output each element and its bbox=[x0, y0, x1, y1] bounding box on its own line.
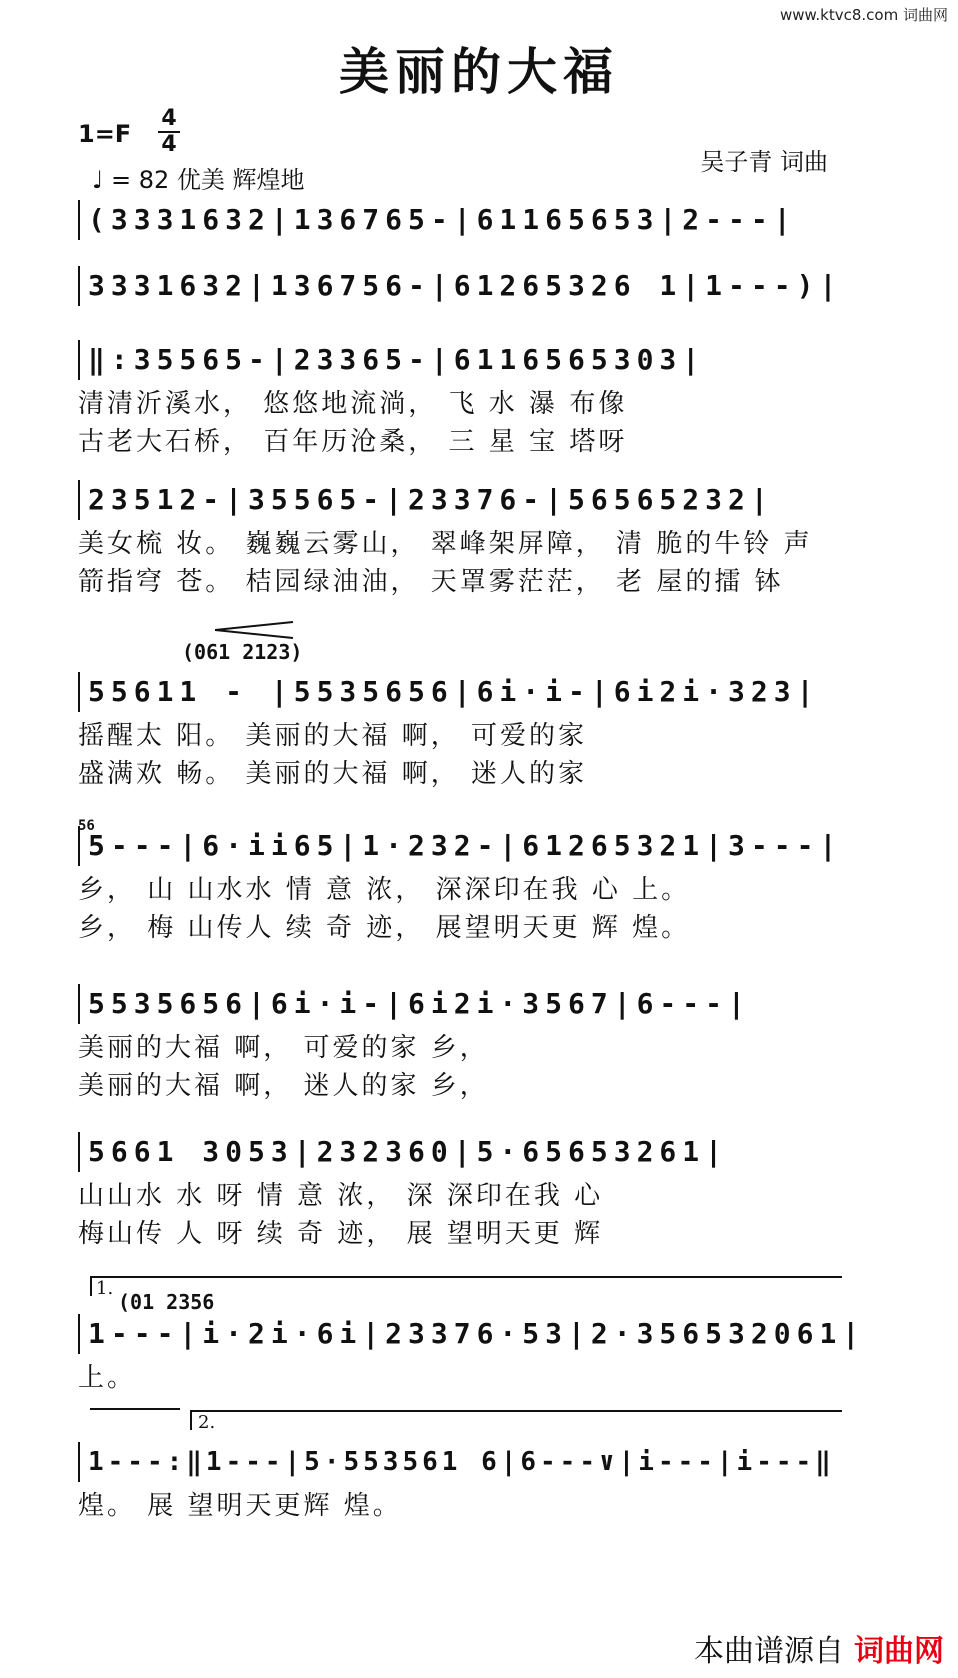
time-signature-bottom: 4 bbox=[161, 132, 177, 157]
hairpin-bottom-line bbox=[215, 630, 293, 638]
hairpin-top-line bbox=[215, 622, 293, 630]
composer-credit: 吴子青 词曲 bbox=[700, 148, 828, 176]
notes-row: 5661 3053|232360|5·65653261| bbox=[78, 1132, 910, 1172]
lyric-line-1: 美丽的大福 啊， 可爱的家 乡， bbox=[78, 1033, 489, 1063]
ending-2-label: 2. bbox=[198, 1412, 216, 1433]
ending-1-notes: (01 2356 bbox=[118, 1290, 215, 1314]
notes-row: 55611 - |5535656|6i·i-|6i2i·323| bbox=[78, 672, 910, 712]
watermark-top: www.ktvc8.com 词曲网 bbox=[779, 6, 948, 24]
page-title: 美丽的大福 bbox=[339, 42, 619, 101]
notes-row: 3331632|136756-|61265326 1|1---)| bbox=[78, 266, 910, 306]
key-signature: 1=F bbox=[78, 120, 132, 148]
small-notes-annotation: (061 2123) bbox=[182, 640, 303, 664]
notes-row: 1---:‖1---|5·553561 6|6---∨|i---|i---‖ bbox=[78, 1442, 910, 1482]
lyric-line-1: 煌。 展 望明天更辉 煌。 bbox=[78, 1491, 402, 1521]
watermark-bottom bbox=[694, 1626, 944, 1670]
ending-1-label: 1. bbox=[96, 1278, 114, 1299]
lyric-line-1: 山山水 水 呀 情 意 浓， 深 深印在我 心 bbox=[78, 1181, 604, 1211]
decrescendo-hairpin bbox=[215, 620, 295, 640]
notes-row: (3331632|136765-|61165653|2---| bbox=[78, 200, 910, 240]
ending-1-continuation bbox=[90, 1408, 180, 1428]
watermark-bottom-text: 本曲谱源自 bbox=[694, 1634, 844, 1669]
lyric-line-2: 盛满欢 畅。 美丽的大福 啊， 迷人的家 bbox=[78, 759, 588, 789]
lyric-line-2: 箭指穹 苍。 桔园绿油油， 天罩雾茫茫， 老 屋的擂 钵 bbox=[78, 567, 784, 597]
notes-row: ‖:35565-|23365-|6116565303| bbox=[78, 340, 910, 380]
lyric-line-1: 摇醒太 阳。 美丽的大福 啊， 可爱的家 bbox=[78, 721, 588, 751]
tempo-marking: ♩ = 82 优美 辉煌地 bbox=[92, 166, 305, 194]
lyric-line-1: 乡， 山 山水水 情 意 浓， 深深印在我 心 上。 bbox=[78, 875, 691, 905]
lyric-line-2: 梅山传 人 呀 续 奇 迹， 展 望明天更 辉 bbox=[78, 1219, 604, 1249]
lyric-line-1: 上。 bbox=[78, 1363, 137, 1393]
lyric-line-2: 美丽的大福 啊， 迷人的家 乡， bbox=[78, 1071, 489, 1101]
watermark-bottom-brand: 词曲网 bbox=[854, 1634, 944, 1669]
lyric-line-1: 美女梳 妆。 巍巍云雾山， 翠峰架屏障， 清 脆的牛铃 声 bbox=[78, 529, 813, 559]
notes-row: 5---|6·ii65|1·232-|61265321|3---| bbox=[78, 826, 910, 866]
ending-2-bracket bbox=[190, 1410, 842, 1430]
notes-row: 23512-|35565-|23376-|56565232| bbox=[78, 480, 910, 520]
notes-row: 1---|i·2i·6i|23376·53|2·356532061| bbox=[78, 1314, 910, 1354]
notes-row: 5535656|6i·i-|6i2i·3567|6---| bbox=[78, 984, 910, 1024]
lyric-line-2: 乡， 梅 山传人 续 奇 迹， 展望明天更 辉 煌。 bbox=[78, 913, 691, 943]
time-signature-top: 4 bbox=[161, 106, 177, 131]
grace-note: 56 bbox=[78, 818, 95, 834]
lyric-line-1: 清清沂溪水， 悠悠地流淌， 飞 水 瀑 布像 bbox=[78, 389, 628, 419]
time-signature bbox=[158, 108, 180, 156]
lyric-line-2: 古老大石桥， 百年历沧桑， 三 星 宝 塔呀 bbox=[78, 427, 628, 457]
